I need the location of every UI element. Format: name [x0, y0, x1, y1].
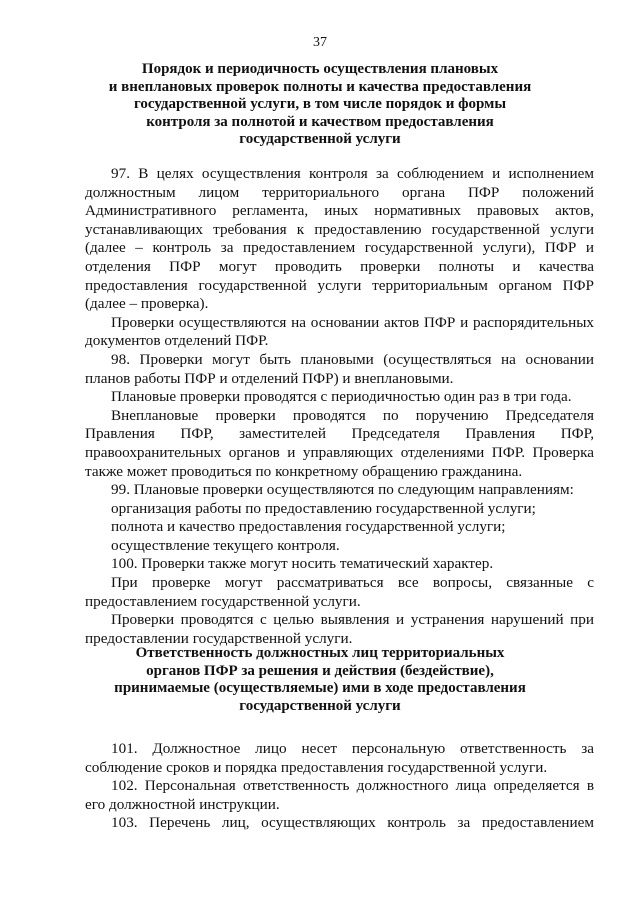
paragraph: Проверки осуществляются на основании актов ПФР и распорядительных документов отделений ПФР.: [85, 313, 594, 350]
heading-line: принимаемые (осуществляемые) ими в ходе предоставления: [114, 680, 526, 697]
section-body-inspections: [85, 165, 594, 648]
section-heading-inspections: [60, 61, 580, 149]
list-item: осуществление текущего контроля.: [111, 536, 340, 554]
heading-line: Ответственность должностных лиц территориальных: [135, 645, 505, 661]
heading-line: органов ПФР за решения и действия (бездействие),: [146, 662, 494, 679]
paragraph-103: 103. Перечень лиц, осуществляющих контроль за предоставлением: [111, 814, 594, 832]
section-body-responsibility: [85, 740, 594, 833]
heading-line: контроля за полнотой и качеством предоставления: [146, 113, 494, 130]
list-item: полнота и качество предоставления государственной услуги;: [111, 518, 506, 536]
paragraph-97: 97. В целях осуществления контроля за соблюдением и исполнением должностным лицом территориального органа ПФР положений Административного регламента, иных нормативных правовых актов, устанавливающих требования к предоставлению государственной услуги (далее – контроль за предоставлением государственной услуги), ПФР и отделения ПФР могут проводить проверки полноты и качества предоставления государственной услуги территориальным органом ПФР (далее – проверка).: [85, 165, 594, 313]
heading-line: Порядок и периодичность осуществления плановых: [141, 61, 499, 77]
heading-line: государственной услуги: [239, 697, 401, 714]
heading-line: и внеплановых проверок полноты и качества предоставления: [108, 78, 532, 95]
heading-line: государственной услуги: [239, 131, 401, 148]
list-item: организация работы по предоставлению государственной услуги;: [111, 499, 536, 517]
section-heading-responsibility: [60, 645, 580, 715]
page-number: 37: [313, 35, 327, 50]
paragraph: Плановые проверки проводятся с периодичностью один раз в три года.: [111, 388, 572, 406]
paragraph-100: 100. Проверки также могут носить тематический характер.: [111, 555, 494, 573]
paragraph: Проверки проводятся с целью выявления и устранения нарушений при предоставлении государственной услуги.: [85, 611, 594, 647]
paragraph: При проверке могут рассматриваться все вопросы, связанные с предоставлением государственной услуги.: [85, 574, 594, 610]
paragraph-99: 99. Плановые проверки осуществляются по следующим направлениям:: [111, 481, 574, 499]
paragraph-102: 102. Персональная ответственность должностного лица определяется в его должностной инструкции.: [85, 777, 594, 813]
paragraph-98: 98. Проверки могут быть плановыми (осуществляться на основании планов работы ПФР и отделений ПФР) и внеплановыми.: [85, 350, 594, 387]
paragraph: Внеплановые проверки проводятся по поручению Председателя Правления ПФР, заместителей Председателя Правления ПФР, правоохранительных органов и управляющих отделениями ПФР. Проверка также может проводиться по конкретному обращению гражданина.: [85, 406, 594, 480]
heading-line: государственной услуги, в том числе порядок и формы: [133, 96, 507, 113]
paragraph-101: 101. Должностное лицо несет персональную ответственность за соблюдение сроков и порядка предоставления государственной услуги.: [85, 740, 594, 776]
